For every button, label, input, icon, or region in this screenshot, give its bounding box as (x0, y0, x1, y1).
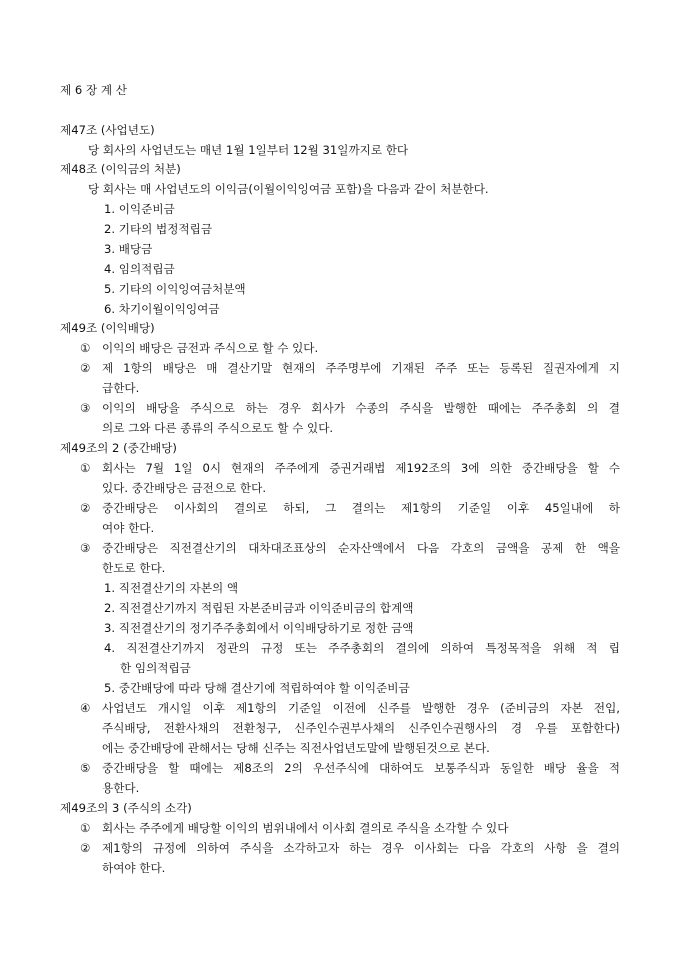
article-49-2-heading: 제49조의 2 (중간배당) (60, 441, 177, 455)
article-49-2-item: 5. 중간배당에 따라 당해 결산기에 적립하여야 할 이익준비금 (104, 681, 410, 695)
paragraph-marker: ⑤ (80, 761, 91, 775)
paragraph-marker: ① (80, 461, 91, 475)
paragraph-marker: ① (80, 341, 91, 355)
article-49-para-2-cont: 급한다. (102, 381, 140, 395)
article-49-heading: 제49조 (이익배당) (60, 321, 155, 335)
article-49-2-item: 4. 직전결산기까지 정관의 규정 또는 주주총회의 결의에 의하여 특정목적을 위해 적 립 (104, 641, 620, 655)
article-48-item: 5. 기타의 이익잉여금처분액 (104, 282, 246, 296)
article-49-2-para-1: 회사는 7월 1일 0시 현재의 주주에게 증권거래법 제192조의 3에 의한 중간배당을 할 수 (102, 461, 620, 475)
article-49-2-item-cont: 한 임의적립금 (120, 661, 191, 675)
paragraph-marker: ③ (80, 401, 91, 415)
article-48-item: 4. 임의적립금 (104, 262, 175, 276)
article-48-intro: 당 회사는 매 사업년도의 이익금(이월이익잉여금 포함)을 다음과 같이 처분한다. (88, 182, 489, 196)
article-49-3-para-2: 제1항의 규정에 의하여 주식을 소각하고자 하는 경우 이사회는 다음 각호의 사항 을 결의 (102, 841, 620, 855)
paragraph-marker: ② (80, 841, 91, 855)
chapter-title: 제 6 장 계 산 (60, 83, 127, 97)
article-48-item: 1. 이익준비금 (104, 202, 175, 216)
article-49-2-item: 1. 직전결산기의 자본의 액 (104, 581, 239, 595)
paragraph-marker: ④ (80, 701, 91, 715)
article-48-item: 3. 배당금 (104, 242, 153, 256)
article-49-2-para-4-cont: 에는 중간배당에 관해서는 당해 신주는 직전사업년도말에 발행된것으로 본다. (102, 741, 490, 755)
article-49-2-para-2-cont: 여야 한다. (102, 521, 155, 535)
article-49-para-2: 제 1항의 배당은 매 결산기말 현재의 주주명부에 기재된 주주 또는 등록된 질권자에게 지 (102, 361, 620, 375)
article-49-2-item: 2. 직전결산기까지 적립된 자본준비금과 이익준비금의 합계액 (104, 601, 414, 615)
paragraph-marker: ② (80, 501, 91, 515)
article-49-3-para-1: 회사는 주주에게 배당할 이익의 범위내에서 이사회 결의로 주식을 소각할 수 있다 (102, 821, 509, 835)
article-48-heading: 제48조 (이익금의 처분) (60, 162, 181, 176)
article-47-heading: 제47조 (사업년도) (60, 123, 155, 137)
article-49-2-para-3-cont: 한도로 한다. (102, 561, 166, 575)
article-49-2-para-3: 중간배당은 직전결산기의 대차대조표상의 순자산액에서 다음 각호의 금액을 공제 한 액을 (102, 541, 620, 555)
article-49-2-item: 3. 직전결산기의 정기주주총회에서 이익배당하기로 정한 금액 (104, 621, 414, 635)
article-48-item: 6. 차기이월이익잉여금 (104, 302, 220, 316)
article-49-3-para-2-cont: 하여야 한다. (102, 861, 166, 875)
article-49-para-3: 이익의 배당을 주식으로 하는 경우 회사가 수종의 주식을 발행한 때에는 주주총회 의 결 (102, 401, 620, 415)
paragraph-marker: ③ (80, 541, 91, 555)
article-48-item: 2. 기타의 법정적립금 (104, 222, 213, 236)
article-49-2-para-2: 중간배당은 이사회의 결의로 하되, 그 결의는 제1항의 기준일 이후 45일내에 하 (102, 501, 621, 515)
article-49-2-para-4: 사업년도 개시일 이후 제1항의 기준일 이전에 신주를 발행한 경우 (준비금의 자본 전입, (102, 701, 620, 715)
article-49-para-1: 이익의 배당은 금전과 주식으로 할 수 있다. (102, 341, 319, 355)
article-49-2-para-5: 중간배당을 할 때에는 제8조의 2의 우선주식에 대하여도 보통주식과 동일한 배당 율을 적 (102, 761, 620, 775)
article-49-2-para-1-cont: 있다. 중간배당은 금전으로 한다. (102, 481, 267, 495)
article-49-3-heading: 제49조의 3 (주식의 소각) (60, 801, 192, 815)
paragraph-marker: ① (80, 821, 91, 835)
article-47-body: 당 회사의 사업년도는 매년 1월 1일부터 12월 31일까지로 한다 (88, 143, 409, 157)
paragraph-marker: ② (80, 361, 91, 375)
article-49-2-para-5-cont: 용한다. (102, 781, 140, 795)
article-49-para-3-cont: 의로 그와 다른 종류의 주식으로도 할 수 있다. (102, 421, 334, 435)
article-49-2-para-4-cont: 주식배당, 전환사채의 전환청구, 신주인수권부사채의 신주인수권행사의 경 우를 포함한다) (102, 721, 620, 735)
